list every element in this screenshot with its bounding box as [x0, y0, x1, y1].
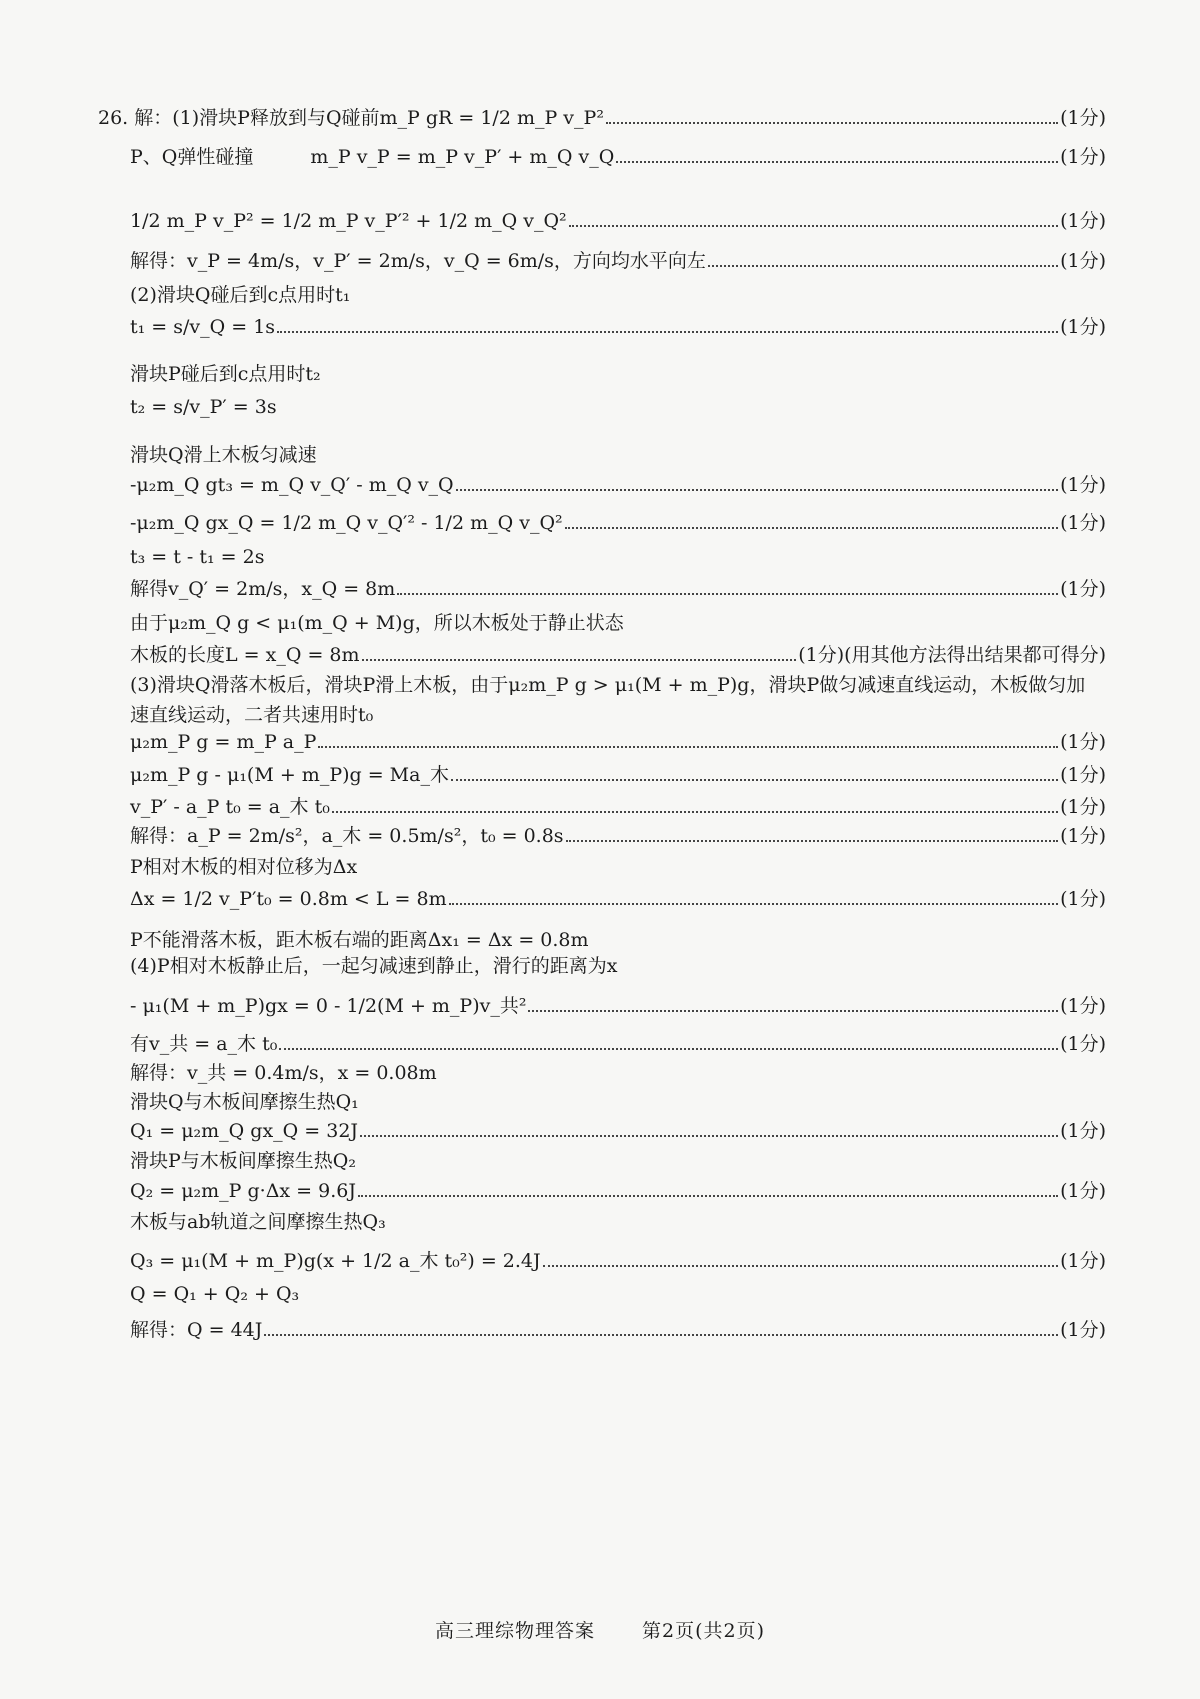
score-label: (1分)	[1060, 1033, 1106, 1055]
solution-line	[130, 951, 1106, 978]
solution-line	[130, 312, 1106, 339]
solution-line	[130, 1116, 1106, 1143]
solution-line	[130, 670, 1106, 697]
solution-line	[130, 280, 1106, 307]
solution-line	[130, 1058, 1106, 1085]
solution-line	[130, 359, 1106, 386]
line-text: 1/2 m_P v_P² = 1/2 m_P v_P′² + 1/2 m_Q v_Q²	[130, 210, 567, 232]
dot-leader	[565, 527, 1058, 529]
solution-line	[130, 1029, 1106, 1056]
footer-title: 高三理综物理答案	[434, 1620, 595, 1642]
solution-line	[130, 206, 1106, 233]
score-label: (1分)	[1060, 825, 1106, 847]
line-text: Q = Q₁ + Q₂ + Q₃	[130, 1283, 300, 1305]
score-label: (1分)	[1060, 250, 1106, 272]
line-text: P相对木板的相对位移为Δx	[130, 856, 358, 878]
line-text: Q₁ = μ₂m_Q gx_Q = 32J	[130, 1120, 359, 1142]
solution-line	[130, 884, 1106, 911]
line-text: 木板的长度L = x_Q = 8m	[130, 644, 360, 666]
line-text: μ₂m_P g - μ₁(M + m_P)g = Ma_木	[130, 764, 449, 786]
solution-line	[130, 760, 1106, 787]
dot-leader	[569, 225, 1058, 227]
line-text: 由于μ₂m_Q g < μ₁(m_Q + M)g，所以木板处于静止状态	[130, 612, 624, 634]
solution-line	[130, 1087, 1106, 1114]
score-label: (1分)	[798, 644, 845, 666]
grading-note: (用其他方法得出结果都可得分)	[844, 644, 1106, 666]
dot-leader	[360, 1135, 1058, 1137]
solution-line	[130, 246, 1106, 273]
line-text: 解得v_Q′ = 2m/s，x_Q = 8m	[130, 578, 396, 600]
line-text: 解得：v_P = 4m/s，v_P′ = 2m/s，v_Q = 6m/s，方向均水平向左	[130, 250, 706, 272]
score-label: (1分)	[1060, 731, 1106, 753]
line-text: 木板与ab轨道之间摩擦生热Q₃	[130, 1211, 386, 1233]
solution-line	[130, 1176, 1106, 1203]
score-label: (1分)	[1060, 1250, 1106, 1272]
line-text: v_P′ - a_P t₀ = a_木 t₀	[130, 796, 330, 818]
dot-leader	[277, 331, 1058, 333]
line-text: 有v_共 = a_木 t₀	[130, 1033, 278, 1055]
line-text: 滑块Q滑上木板匀减速	[130, 444, 317, 466]
line-text: -μ₂m_Q gx_Q = 1/2 m_Q v_Q′² - 1/2 m_Q v_Q²	[130, 512, 563, 534]
dot-leader	[358, 1195, 1058, 1197]
solution-line	[130, 546, 1106, 568]
solution-line	[130, 1283, 1106, 1305]
solution-line	[130, 574, 1106, 601]
score-label: (1分)	[1060, 107, 1106, 129]
score-label: (1分)	[1060, 796, 1106, 818]
line-text: Q₂ = μ₂m_P g·Δx = 9.6J	[130, 1180, 356, 1202]
score-label: (1分)	[1060, 1180, 1106, 1202]
solution-line	[130, 1207, 1106, 1234]
solution-line	[130, 925, 1106, 952]
score-label: (1分)	[1060, 146, 1106, 168]
score-label: (1分)	[1060, 512, 1106, 534]
dot-leader	[279, 1048, 1058, 1050]
line-text: (2)滑块Q碰后到c点用时t₁	[130, 284, 351, 306]
line-text: - μ₁(M + m_P)gx = 0 - 1/2(M + m_P)v_共²	[130, 995, 527, 1017]
line-text: 26. 解：(1)滑块P释放到与Q碰前m_P gR = 1/2 m_P v_P²	[98, 107, 604, 129]
solution-line	[130, 608, 1106, 635]
line-text: μ₂m_P g = m_P a_P	[130, 731, 317, 753]
line-text: 滑块Q与木板间摩擦生热Q₁	[130, 1091, 359, 1113]
line-text: 滑块P碰后到c点用时t₂	[130, 363, 321, 385]
line-text: t₂ = s/v_P′ = 3s	[130, 396, 277, 418]
dot-leader	[708, 265, 1058, 267]
page-footer	[0, 1616, 1200, 1643]
line-text: 解得：v_共 = 0.4m/s，x = 0.08m	[130, 1062, 437, 1084]
solution-line	[130, 792, 1106, 819]
dot-leader	[397, 593, 1058, 595]
score-label: (1分)	[1060, 764, 1106, 786]
solution-line	[130, 470, 1106, 497]
footer-page-number: 第2页(共2页)	[642, 1620, 766, 1642]
line-text: P、Q弹性碰撞 m_P v_P = m_P v_P′ + m_Q v_Q	[130, 146, 615, 168]
line-text: (3)滑块Q滑落木板后，滑块P滑上木板，由于μ₂m_P g > μ₁(M + m_P)g，滑块P做匀减速直线运动，木板做匀加	[130, 674, 1086, 696]
solution-line	[130, 700, 1106, 727]
line-text: 速直线运动，二者共速用时t₀	[130, 704, 374, 726]
score-label: (1分)	[1060, 578, 1106, 600]
score-label: (1分)	[1060, 1120, 1106, 1142]
solution-line	[130, 508, 1106, 535]
solution-line	[130, 440, 1106, 467]
score-label: (1分)	[1060, 316, 1106, 338]
solution-line	[130, 852, 1106, 879]
solution-line	[130, 396, 1106, 418]
line-text: (4)P相对木板静止后，一起匀减速到静止，滑行的距离为x	[130, 955, 618, 977]
solution-line	[130, 727, 1106, 754]
dot-leader	[362, 659, 797, 661]
solution-line	[130, 1246, 1106, 1273]
score-label: (1分)	[1060, 210, 1106, 232]
solution-line	[130, 640, 1106, 667]
dot-leader	[456, 489, 1058, 491]
dot-leader	[606, 122, 1058, 124]
dot-leader	[318, 746, 1058, 748]
line-text: P不能滑落木板，距木板右端的距离Δx₁ = Δx = 0.8m	[130, 929, 589, 951]
dot-leader	[449, 903, 1058, 905]
line-text: -μ₂m_Q gt₃ = m_Q v_Q′ - m_Q v_Q	[130, 474, 454, 496]
solution-line	[98, 103, 1106, 130]
dot-leader	[528, 1010, 1058, 1012]
line-text: 滑块P与木板间摩擦生热Q₂	[130, 1150, 356, 1172]
solution-line	[130, 991, 1106, 1018]
line-text: 解得：a_P = 2m/s²，a_木 = 0.5m/s²，t₀ = 0.8s	[130, 825, 564, 847]
solution-line	[130, 821, 1106, 848]
dot-leader	[264, 1334, 1058, 1336]
dot-leader	[332, 811, 1058, 813]
dot-leader	[543, 1265, 1058, 1267]
line-text: t₃ = t - t₁ = 2s	[130, 546, 265, 568]
dot-leader	[566, 840, 1059, 842]
score-label: (1分)	[1060, 1319, 1106, 1341]
line-text: Δx = 1/2 v_P′t₀ = 0.8m < L = 8m	[130, 888, 447, 910]
score-label: (1分)	[1060, 995, 1106, 1017]
line-text: Q₃ = μ₁(M + m_P)g(x + 1/2 a_木 t₀²) = 2.4J	[130, 1250, 541, 1272]
solution-line	[130, 1146, 1106, 1173]
dot-leader	[451, 779, 1058, 781]
score-label: (1分)	[1060, 888, 1106, 910]
dot-leader	[616, 161, 1058, 163]
solution-line	[130, 1315, 1106, 1342]
solution-line	[130, 142, 1106, 169]
line-text: t₁ = s/v_Q = 1s	[130, 316, 276, 338]
line-text: 解得：Q = 44J	[130, 1319, 263, 1341]
score-label: (1分)	[1060, 474, 1106, 496]
